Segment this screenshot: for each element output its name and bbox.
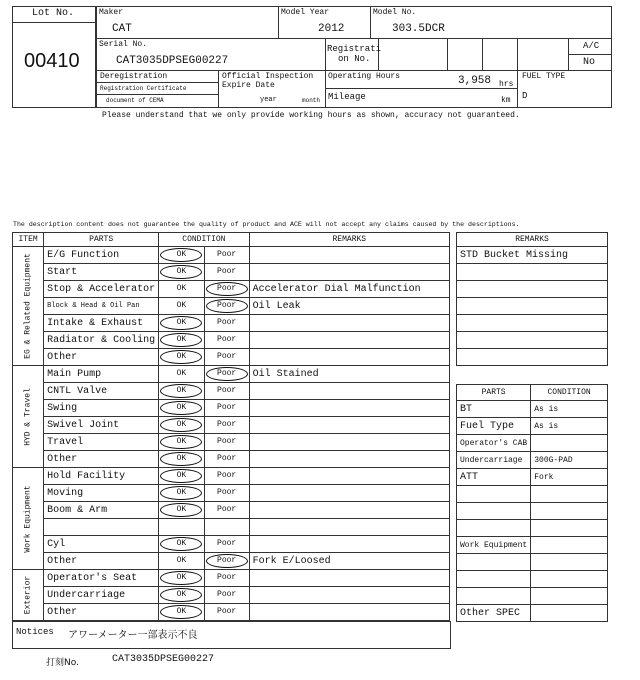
remarks-row xyxy=(457,247,608,264)
item-category xyxy=(13,366,44,468)
table-row xyxy=(13,366,450,383)
remarks-row xyxy=(457,281,608,298)
model-year-value: 2012 xyxy=(318,23,345,35)
spec-condition xyxy=(531,588,608,605)
condition-ok-mark: OK xyxy=(160,571,202,585)
parts-col-header: PARTS xyxy=(457,385,531,401)
table-row xyxy=(13,332,450,349)
condition-poor-cell xyxy=(204,587,249,604)
inspection-label: Official Inspection xyxy=(222,72,314,81)
condition-ok-cell xyxy=(159,502,205,519)
part-name: Start xyxy=(44,264,159,281)
maker-value: CAT xyxy=(112,23,132,35)
remarks-cell xyxy=(457,281,608,298)
maker-label: Maker xyxy=(99,8,124,17)
part-name: Stop & Accelerator xyxy=(44,281,159,298)
spec-condition xyxy=(531,537,608,554)
item-category xyxy=(13,247,44,366)
inspection-label-2: Expire Date xyxy=(222,81,275,90)
condition-ok-cell xyxy=(159,587,205,604)
condition-poor-mark: Poor xyxy=(217,505,237,514)
hours-disclaimer: Please understand that we only provide working hours as shown, accuracy not guaranteed. xyxy=(102,111,520,120)
condition-ok-cell xyxy=(159,298,205,315)
operating-hours-label: Operating Hours xyxy=(328,72,401,81)
condition-poor-mark: Poor xyxy=(217,403,237,412)
remark xyxy=(249,468,449,485)
model-no-label: Model No. xyxy=(373,8,417,17)
remark xyxy=(249,315,449,332)
spec-part: Operator's CAB xyxy=(457,435,531,452)
condition-poor-mark: Poor xyxy=(217,454,237,463)
spec-part xyxy=(457,571,531,588)
condition-poor-cell xyxy=(204,366,249,383)
part-name: Travel xyxy=(44,434,159,451)
lot-label: Lot No. xyxy=(32,8,75,19)
condition-ok-mark: OK xyxy=(176,301,187,310)
condition-poor-mark: Poor xyxy=(217,318,237,327)
spec-part xyxy=(457,486,531,503)
condition-ok-cell xyxy=(159,349,205,366)
condition-poor-mark: Poor xyxy=(217,386,237,395)
spec-condition xyxy=(531,503,608,520)
remark xyxy=(249,332,449,349)
year-label: year xyxy=(260,96,277,104)
item-category-label: EG & Related Equipment xyxy=(23,253,33,359)
condition-poor-mark xyxy=(207,519,247,531)
condition-poor-mark: Poor xyxy=(217,573,237,582)
part-name: Hold Facility xyxy=(44,468,159,485)
remark xyxy=(249,417,449,434)
condition-ok-cell xyxy=(159,434,205,451)
mileage-label: Mileage xyxy=(328,92,366,102)
remark xyxy=(249,502,449,519)
part-name: Cyl xyxy=(44,536,159,553)
item-category xyxy=(13,570,44,621)
remark xyxy=(249,519,449,536)
condition-poor-cell xyxy=(204,417,249,434)
model-year-label: Model Year xyxy=(281,8,330,17)
condition-ok-mark: OK xyxy=(160,384,202,398)
ac-label: A/C xyxy=(583,41,600,51)
part-name: Other xyxy=(44,553,159,570)
condition-poor-mark: Poor xyxy=(206,554,248,568)
condition-ok-mark: OK xyxy=(160,248,202,262)
remarks-row xyxy=(457,349,608,366)
condition-poor-cell xyxy=(204,332,249,349)
spec-condition: As is xyxy=(531,418,608,435)
table-row xyxy=(13,587,450,604)
condition-ok-mark: OK xyxy=(160,537,202,551)
part-name: Block & Head & Oil Pan xyxy=(44,298,159,315)
remark xyxy=(249,383,449,400)
table-row xyxy=(13,383,450,400)
km-unit: km xyxy=(501,96,511,105)
col-parts-header: PARTS xyxy=(44,233,159,247)
part-name: Radiator & Cooling xyxy=(44,332,159,349)
remark xyxy=(249,570,449,587)
condition-ok-cell xyxy=(159,366,205,383)
table-row xyxy=(13,400,450,417)
hrs-unit: hrs xyxy=(499,80,514,89)
condition-ok-cell xyxy=(159,332,205,349)
parts-row xyxy=(457,486,608,503)
condition-poor-cell xyxy=(204,264,249,281)
condition-poor-mark: Poor xyxy=(217,420,237,429)
part-name: Intake & Exhaust xyxy=(44,315,159,332)
part-name: Moving xyxy=(44,485,159,502)
spec-part: Undercarriage xyxy=(457,452,531,469)
condition-poor-cell xyxy=(204,281,249,298)
spec-condition xyxy=(531,554,608,571)
condition-poor-mark: Poor xyxy=(217,335,237,344)
condition-poor-cell xyxy=(204,400,249,417)
spec-condition: 300G-PAD xyxy=(531,452,608,469)
registration-label-2: on No. xyxy=(338,54,371,64)
parts-row xyxy=(457,418,608,435)
spec-part: Work Equipment xyxy=(457,537,531,554)
spec-condition xyxy=(531,605,608,622)
condition-ok-cell xyxy=(159,247,205,264)
condition-ok-mark: OK xyxy=(160,605,202,619)
condition-ok-cell xyxy=(159,519,205,536)
remarks-row xyxy=(457,315,608,332)
spec-part: BT xyxy=(457,401,531,418)
part-name: Swivel Joint xyxy=(44,417,159,434)
condition-ok-mark: OK xyxy=(176,556,187,565)
condition-ok-cell xyxy=(159,451,205,468)
table-row xyxy=(13,247,450,264)
condition-poor-cell xyxy=(204,247,249,264)
condition-ok-mark: OK xyxy=(160,316,202,330)
condition-ok-cell xyxy=(159,536,205,553)
col-condition-header: CONDITION xyxy=(159,233,249,247)
spec-condition xyxy=(531,520,608,537)
condition-ok-mark: OK xyxy=(160,401,202,415)
condition-ok-cell xyxy=(159,468,205,485)
condition-ok-mark: OK xyxy=(160,588,202,602)
remarks-cell xyxy=(457,264,608,281)
condition-poor-cell xyxy=(204,553,249,570)
remarks-table xyxy=(456,232,608,366)
spec-part xyxy=(457,503,531,520)
parts-row xyxy=(457,537,608,554)
condition-col-header: CONDITION xyxy=(531,385,608,401)
condition-ok-cell xyxy=(159,264,205,281)
condition-ok-cell xyxy=(159,417,205,434)
remark xyxy=(249,349,449,366)
condition-ok-mark: OK xyxy=(160,452,202,466)
remarks-cell xyxy=(457,315,608,332)
condition-poor-mark: Poor xyxy=(217,488,237,497)
remark xyxy=(249,434,449,451)
condition-poor-mark: Poor xyxy=(217,267,237,276)
remarks-header: REMARKS xyxy=(457,233,608,247)
lot-number: 00410 xyxy=(24,50,80,72)
table-row xyxy=(13,451,450,468)
table-row xyxy=(13,349,450,366)
table-row xyxy=(13,570,450,587)
remark xyxy=(249,485,449,502)
condition-poor-mark: Poor xyxy=(217,471,237,480)
condition-poor-mark: Poor xyxy=(206,299,248,313)
part-name: CNTL Valve xyxy=(44,383,159,400)
parts-row xyxy=(457,401,608,418)
table-row xyxy=(13,315,450,332)
model-no-value: 303.5DCR xyxy=(392,23,445,35)
condition-ok-cell xyxy=(159,604,205,621)
parts-row xyxy=(457,520,608,537)
spec-condition xyxy=(531,571,608,588)
serial-label: Serial No. xyxy=(99,40,148,49)
registration-cert-label: Registration Certificate xyxy=(100,85,187,92)
condition-ok-mark: OK xyxy=(160,350,202,364)
parts-row xyxy=(457,452,608,469)
remark: Fork E/Loosed xyxy=(249,553,449,570)
table-row xyxy=(13,281,450,298)
condition-ok-mark: OK xyxy=(160,503,202,517)
remarks-cell xyxy=(457,349,608,366)
condition-ok-mark: OK xyxy=(160,469,202,483)
remarks-row xyxy=(457,264,608,281)
condition-poor-mark: Poor xyxy=(217,352,237,361)
operating-hours-value: 3,958 xyxy=(458,75,492,87)
table-row xyxy=(13,604,450,621)
condition-poor-cell xyxy=(204,485,249,502)
condition-poor-cell xyxy=(204,383,249,400)
condition-poor-cell xyxy=(204,570,249,587)
table-row xyxy=(13,468,450,485)
condition-ok-mark: OK xyxy=(160,418,202,432)
part-name: E/G Function xyxy=(44,247,159,264)
remark: Oil Stained xyxy=(249,366,449,383)
item-category xyxy=(13,468,44,570)
condition-poor-cell xyxy=(204,315,249,332)
condition-ok-mark: OK xyxy=(176,369,187,378)
col-remarks-header: REMARKS xyxy=(249,233,449,247)
condition-poor-mark: Poor xyxy=(217,590,237,599)
condition-poor-cell xyxy=(204,502,249,519)
part-name xyxy=(44,519,159,536)
table-row xyxy=(13,485,450,502)
condition-ok-mark: OK xyxy=(160,435,202,449)
item-category-label: Work Equipment xyxy=(23,484,33,553)
table-row xyxy=(13,264,450,281)
condition-ok-cell xyxy=(159,485,205,502)
condition-ok-mark: OK xyxy=(160,333,202,347)
condition-poor-mark: Poor xyxy=(217,539,237,548)
table-row xyxy=(13,536,450,553)
parts-row xyxy=(457,571,608,588)
condition-poor-cell xyxy=(204,468,249,485)
description-note: The description content does not guarantee the quality of product and ACE will not accept any claims caused by the descriptions. xyxy=(13,221,520,228)
condition-ok-cell xyxy=(159,383,205,400)
part-name: Other xyxy=(44,604,159,621)
condition-ok-mark: OK xyxy=(160,265,202,279)
remarks-row xyxy=(457,298,608,315)
stamp-label: 打刻No. xyxy=(46,658,79,668)
condition-poor-cell xyxy=(204,519,249,536)
remark: Oil Leak xyxy=(249,298,449,315)
parts-row xyxy=(457,469,608,486)
spec-part xyxy=(457,520,531,537)
condition-poor-cell xyxy=(204,536,249,553)
condition-poor-mark: Poor xyxy=(206,282,248,296)
table-row xyxy=(13,434,450,451)
table-row xyxy=(13,502,450,519)
part-name: Boom & Arm xyxy=(44,502,159,519)
stamp-value: CAT3035DPSEG00227 xyxy=(112,654,215,665)
month-label: month xyxy=(302,97,321,104)
remark xyxy=(249,536,449,553)
part-name: Main Pump xyxy=(44,366,159,383)
remark xyxy=(249,604,449,621)
remark xyxy=(249,264,449,281)
spec-part: ATT xyxy=(457,469,531,486)
table-row xyxy=(13,298,450,315)
parts-row xyxy=(457,554,608,571)
spec-condition xyxy=(531,486,608,503)
part-name: Operator's Seat xyxy=(44,570,159,587)
condition-ok-mark: OK xyxy=(176,284,187,293)
registration-label: Registrati xyxy=(327,44,382,54)
remark xyxy=(249,400,449,417)
item-category-label: HYD & Travel xyxy=(23,387,33,446)
condition-ok-mark xyxy=(161,519,201,531)
condition-poor-cell xyxy=(204,451,249,468)
parts-row xyxy=(457,588,608,605)
table-row xyxy=(13,553,450,570)
spec-part xyxy=(457,588,531,605)
remarks-cell xyxy=(457,332,608,349)
condition-poor-mark: Poor xyxy=(217,437,237,446)
spec-part: Other SPEC xyxy=(457,605,531,622)
condition-ok-cell xyxy=(159,553,205,570)
spec-part: Fuel Type xyxy=(457,418,531,435)
item-category-label: Exterior xyxy=(23,575,33,615)
part-name: Undercarriage xyxy=(44,587,159,604)
condition-poor-cell xyxy=(204,349,249,366)
condition-ok-mark: OK xyxy=(160,486,202,500)
serial-value: CAT3035DPSEG00227 xyxy=(116,55,229,67)
remarks-row xyxy=(457,332,608,349)
spec-condition xyxy=(531,435,608,452)
notices-label: Notices xyxy=(16,627,54,637)
condition-ok-cell xyxy=(159,570,205,587)
condition-poor-mark: Poor xyxy=(217,250,237,259)
condition-ok-cell xyxy=(159,400,205,417)
remark xyxy=(249,451,449,468)
ac-value: No xyxy=(583,57,596,68)
remark: Accelerator Dial Malfunction xyxy=(249,281,449,298)
deregistration-label: Deregistration xyxy=(100,72,168,81)
condition-poor-mark: Poor xyxy=(217,607,237,616)
remarks-cell xyxy=(457,298,608,315)
inspection-table xyxy=(12,232,450,621)
condition-poor-mark: Poor xyxy=(206,367,248,381)
col-item-header: ITEM xyxy=(13,233,44,247)
spec-condition: As is xyxy=(531,401,608,418)
parts-row xyxy=(457,605,608,622)
fuel-type-value: D xyxy=(522,91,528,101)
table-row xyxy=(13,417,450,434)
spec-part xyxy=(457,554,531,571)
cema-label: document of CEMA xyxy=(106,97,164,104)
condition-poor-cell xyxy=(204,434,249,451)
notices-value: アワーメーター一部表示不良 xyxy=(68,630,198,641)
fuel-type-label: FUEL TYPE xyxy=(522,72,566,81)
table-row xyxy=(13,519,450,536)
parts-row xyxy=(457,503,608,520)
condition-poor-cell xyxy=(204,604,249,621)
remark xyxy=(249,247,449,264)
condition-poor-cell xyxy=(204,298,249,315)
part-name: Other xyxy=(44,349,159,366)
remark xyxy=(249,587,449,604)
remarks-cell: STD Bucket Missing xyxy=(457,247,608,264)
parts-row xyxy=(457,435,608,452)
condition-ok-cell xyxy=(159,281,205,298)
parts-condition-table xyxy=(456,384,608,622)
part-name: Swing xyxy=(44,400,159,417)
condition-ok-cell xyxy=(159,315,205,332)
spec-condition: Fork xyxy=(531,469,608,486)
part-name: Other xyxy=(44,451,159,468)
